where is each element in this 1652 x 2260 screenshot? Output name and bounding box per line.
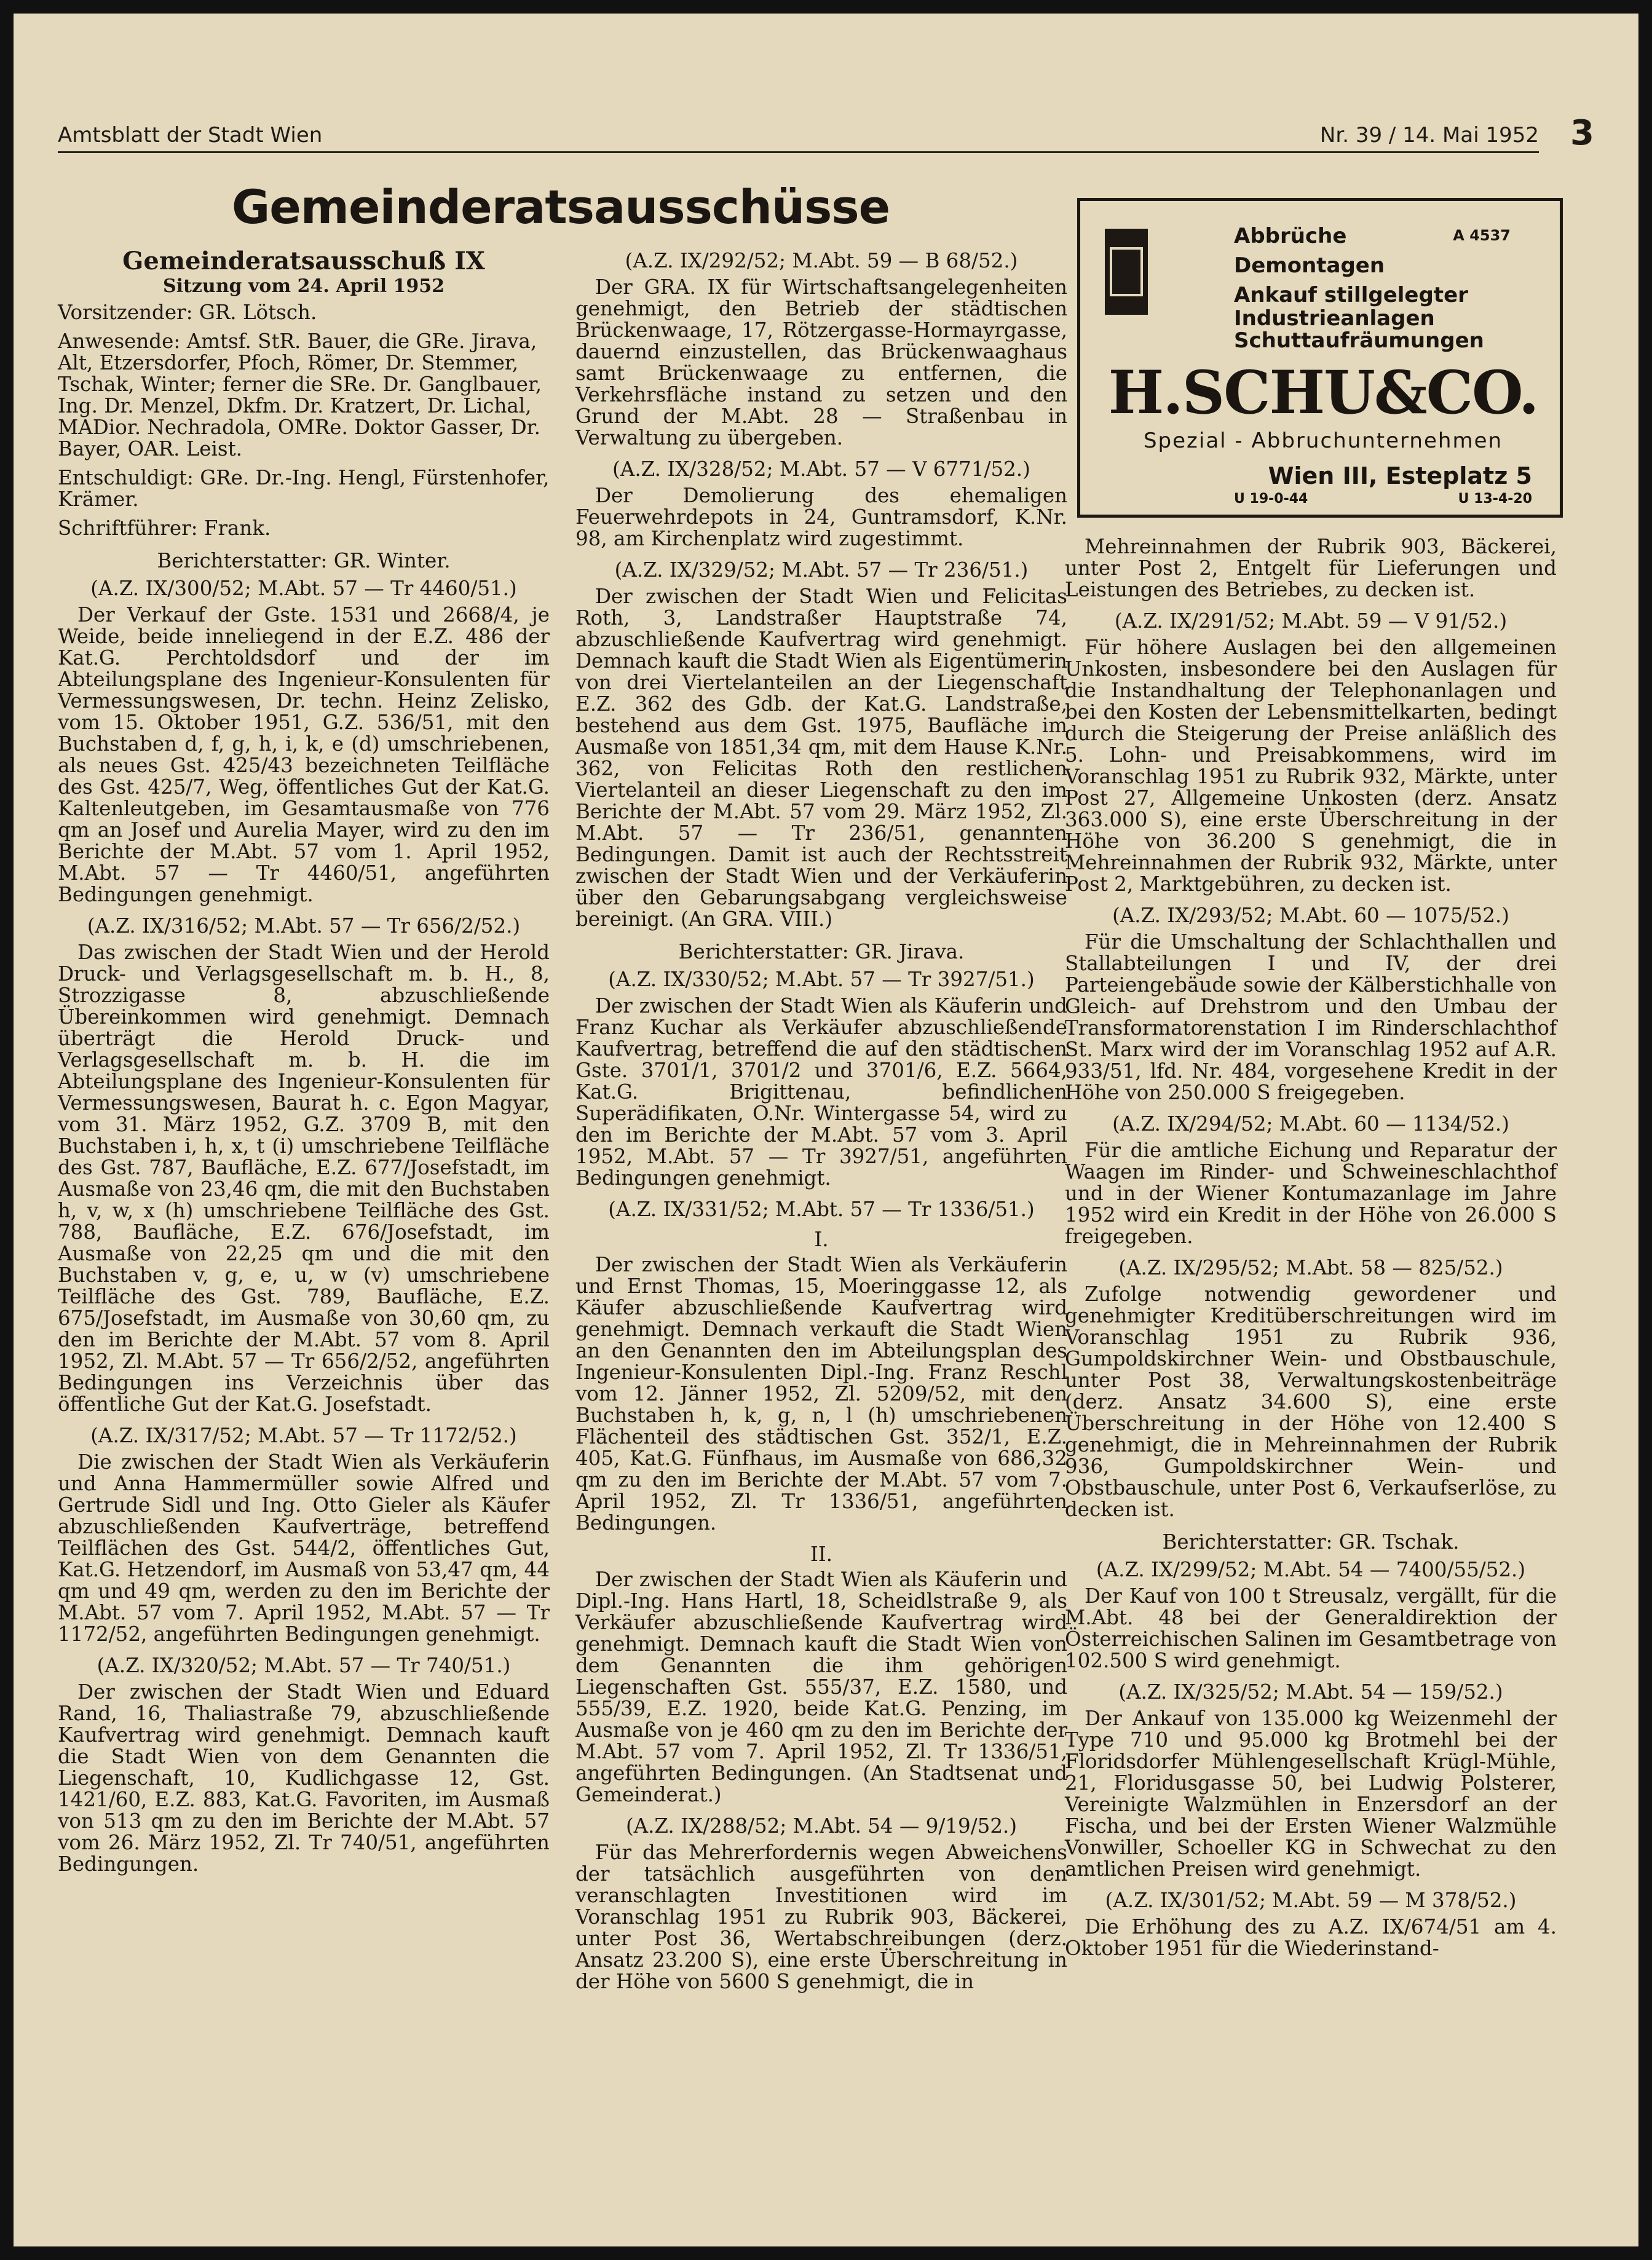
rapporteur: Berichterstatter: GR. Winter. <box>157 549 451 572</box>
company-name: H.SCHU&CO. <box>1108 358 1538 427</box>
paragraph: Der zwischen der Stadt Wien und Felicitas Roth, 3, Landstraßer Hauptstraße 74, abzuschließende Kaufvertrag wird genehmigt. Demnach kauft die Stadt Wien als Eigentümerin von drei Viertelanteilen an der Liegenschaft E.Z. 362 des Gdb. der Kat.G. Landstraße, bestehend aus dem Gst. 1975, Baufläche im Ausmaße von 1851,34 qm, mit dem Hause K.Nr. 362, von Felicitas Roth den restlichen Viertelanteil an dieser Liegenschaft zu den im Berichte der M.Abt. 57 vom 29. März 1952, Zl. M.Abt. 57 — Tr 236/51, genannten Bedingungen. Damit ist auch der Rechtsstreit zwischen der Stadt Wien und der Verkäuferin über den Gebarungsabgang vergleichsweise bereinigt. (An GRA. VIII.) <box>575 585 1067 931</box>
reference-number: (A.Z. IX/294/52; M.Abt. 60 — 1134/52.) <box>1112 1112 1509 1136</box>
reference-number: (A.Z. IX/317/52; M.Abt. 57 — Tr 1172/52.) <box>90 1424 517 1447</box>
excused: Entschuldigt: GRe. Dr.-Ing. Hengl, Fürstenhofer, Krämer. <box>58 466 550 511</box>
secretary: Schriftführer: Frank. <box>58 516 271 540</box>
committee-name: Gemeinderatsausschuß IX <box>122 247 485 275</box>
reference-number: (A.Z. IX/320/52; M.Abt. 57 — Tr 740/51.) <box>97 1654 511 1677</box>
page-number: 3 <box>1570 113 1594 153</box>
column-3 <box>1065 536 1557 1969</box>
reference-number: (A.Z. IX/325/52; M.Abt. 54 — 159/52.) <box>1118 1680 1503 1704</box>
company-address: Wien III, Esteplatz 5 <box>1268 462 1532 489</box>
rapporteur: Berichterstatter: GR. Tschak. <box>1162 1530 1460 1554</box>
section-number: II. <box>810 1543 832 1566</box>
paragraph: Der Demolierung des ehemaligen Feuerwehrdepots in 24, Guntramsdorf, K.Nr. 98, am Kirchenplatz wird zugestimmt. <box>575 484 1067 550</box>
company-subtitle: Spezial - Abbruchunternehmen <box>1143 429 1503 453</box>
column-2 <box>575 250 1067 2002</box>
running-header <box>58 112 1594 155</box>
paragraph: Für die Umschaltung der Schlachthallen und Stallabteilungen I und IV, der drei Parteiengebäude sowie der Kälberstichhalle von Gleich- auf Drehstrom und den Umbau der Transformatorenstation I im Rinderschlachthof St. Marx wird der im Voranschlag 1952 auf A.R. 933/51, lfd. Nr. 484, vorgesehene Kredit in der Höhe von 250.000 S freigegeben. <box>1065 930 1557 1104</box>
paragraph: Der Ankauf von 135.000 kg Weizenmehl der Type 710 und 95.000 kg Brotmehl bei der Floridsdorfer Mühlengesellschaft Krügl-Mühle, 21, Floridusgasse 50, bei Ludwig Polsterer, Vereinigte Walzmühlen in Enzersdorf an der Fischa, und bei der Ersten Wiener Walzmühle Vonwiller, Schoeller KG in Schwechat zu den amtlichen Preisen wird genehmigt. <box>1065 1707 1557 1881</box>
rapporteur: Berichterstatter: GR. Jirava. <box>678 940 965 963</box>
paragraph: Der zwischen der Stadt Wien als Käuferin und Dipl.-Ing. Hans Hartl, 18, Scheidlstraße 9, als Verkäufer abzuschließende Kaufvertrag wird genehmigt. Demnach kauft die Stadt Wien von dem Genannten die ihm gehörigen Liegenschaften Gst. 555/37, E.Z. 1580, und 555/39, E.Z. 1920, beide Kat.G. Penzing, im Ausmaße von je 460 qm zu den im Berichte der M.Abt. 57 vom 7. April 1952, Zl. Tr 1336/51, angeführten Bedingungen. (An Stadtsenat und Gemeinderat.) <box>575 1568 1067 1806</box>
reference-number: (A.Z. IX/300/52; M.Abt. 57 — Tr 4460/51.) <box>90 577 517 600</box>
paragraph: Der zwischen der Stadt Wien als Käuferin und Franz Kuchar als Verkäufer abzuschließende Kaufvertrag, betreffend die auf den städtischen Gste. 3701/1, 3701/2 und 3701/6, E.Z. 5664, Kat.G. Brigittenau, befindlichen Superädifikaten, O.Nr. Wintergasse 54, wird zu den im Berichte der M.Abt. 57 vom 3. April 1952, M.Abt. 57 — Tr 3927/51, angeführten Bedingungen genehmigt. <box>575 994 1067 1190</box>
service-item: Abbrüche <box>1234 224 1347 248</box>
reference-number: (A.Z. IX/330/52; M.Abt. 57 — Tr 3927/51.) <box>608 968 1035 991</box>
header-rule <box>58 151 1539 153</box>
paragraph: Das zwischen der Stadt Wien und der Herold Druck- und Verlagsgesellschaft m. b. H., 8, Strozzigasse 8, abzuschließende Übereinkommen wird genehmigt. Demnach überträgt die Herold Druck- und Verlagsgesellschaft m. b. H. die im Abteilungsplane des Ingenieur-Konsulenten für Vermessungswesen, Baurat h. c. Egon Magyar, vom 31. März 1952, G.Z. 3709 B, mit den Buchstaben i, h, x, t (i) umschriebene Teilfläche des Gst. 787, Baufläche, E.Z. 677/Josefstadt, im Ausmaße von 23,46 qm, die mit den Buchstaben h, v, w, x (h) umschriebene Teilfläche des Gst. 788, Baufläche, E.Z. 676/Josefstadt, im Ausmaße von 22,25 qm und die mit den Buchstaben v, g, e, u, w (v) umschriebene Teilfläche des Gst. 789, Baufläche, E.Z. 675/Josefstadt, im Ausmaße von 30,60 qm, zu den im Berichte der M.Abt. 57 vom 8. April 1952, Zl. M.Abt. 57 — Tr 656/2/52, angeführten Bedingungen ins Verzeichnis über das öffentliche Gut der Kat.G. Josefstadt. <box>58 941 550 1416</box>
paragraph: Für das Mehrerfordernis wegen Abweichens der tatsächlich ausgeführten von den veranschlagten Investitionen wird im Voranschlag 1951 zu Rubrik 903, Bäckerei, unter Post 36, Wertabschreibungen (derz. Ansatz 23.200 S), eine erste Überschreitung in der Höhe von 5600 S genehmigt, die in <box>575 1841 1067 1993</box>
service-item: Ankauf stillgelegter Industrieanlagen <box>1234 283 1468 331</box>
issue-date: Nr. 39 / 14. Mai 1952 <box>1319 123 1539 148</box>
reference-number: (A.Z. IX/292/52; M.Abt. 59 — B 68/52.) <box>625 249 1018 272</box>
phone-number: U 13-4-20 <box>1458 491 1532 507</box>
reference-number: (A.Z. IX/295/52; M.Abt. 58 — 825/52.) <box>1118 1256 1503 1279</box>
paragraph: Die zwischen der Stadt Wien als Verkäuferin und Anna Hammermüller sowie Alfred und Gertrude Sidl und Ing. Otto Gieler als Käufer abzuschließenden Kaufverträge, betreffend Teilflächen des Gst. 544/2, öffentliches Gut, Kat.G. Hetzendorf, im Ausmaß von 53,47 qm, 44 qm und 49 qm, werden zu den im Berichte der M.Abt. 57 vom 7. April 1952, M.Abt. 57 — Tr 1172/52, angeführten Bedingungen genehmigt. <box>58 1450 550 1646</box>
paragraph: Für die amtliche Eichung und Reparatur der Waagen im Rinder- und Schweineschlachthof und in der Wiener Kontumazanlage im Jahre 1952 wird ein Kredit in der Höhe von 26.000 S freigegeben. <box>1065 1139 1557 1248</box>
column-1 <box>58 247 550 1885</box>
paragraph: Der Verkauf der Gste. 1531 und 2668/4, je Weide, beide inneliegend in der E.Z. 486 der Kat.G. Perchtoldsdorf und der im Abteilungsplane des Ingenieur-Konsulenten für Vermessungswesen, Dr. techn. Heinz Zelisko, vom 15. Oktober 1951, G.Z. 536/51, mit den Buchstaben d, f, g, h, i, k, e (d) umschriebenen, als neues Gst. 425/43 bezeichneten Teilfläche des Gst. 425/7, Weg, öffentliches Gut der Kat.G. Kaltenleutgeben, im Gesamtausmaße von 776 qm an Josef und Aurelia Mayer, wird zu den im Berichte der M.Abt. 57 vom 1. April 1952, M.Abt. 57 — Tr 4460/51, angeführten Bedingungen genehmigt. <box>58 603 550 906</box>
paragraph: Mehreinnahmen der Rubrik 903, Bäckerei, unter Post 2, Entgelt für Lieferungen und Leistungen des Betriebes, zu decken ist. <box>1065 535 1557 601</box>
paragraph: Der Kauf von 100 t Streusalz, vergällt, für die M.Abt. 48 bei der Generaldirektion der Österreichischen Salinen im Gesamtbetrage von 102.500 S wird genehmigt. <box>1065 1584 1557 1672</box>
reference-number: (A.Z. IX/301/52; M.Abt. 59 — M 378/52.) <box>1105 1889 1517 1912</box>
paragraph: Die Erhöhung des zu A.Z. IX/674/51 am 4. Oktober 1951 für die Wiederinstand- <box>1065 1915 1557 1960</box>
service-item: Schuttaufräumungen <box>1234 328 1484 353</box>
logo-frame-icon <box>1110 247 1143 296</box>
paragraph: Zufolge notwendig gewordener und genehmigter Kreditüberschreitungen wird im Voranschlag 1951 zu Rubrik 936, Gumpoldskirchner Wein- und Obstbauschule, unter Post 38, Verwaltungskostenbeiträge (derz. Ansatz 34.600 S), eine erste Überschreitung in der Höhe von 12.400 S genehmigt, die in Mehreinnahmen der Rubrik 936, Gumpoldskirchner Wein- und Obstbauschule, unter Post 6, Verkaufserlöse, zu decken ist. <box>1065 1282 1557 1521</box>
publication-name: Amtsblatt der Stadt Wien <box>58 123 323 148</box>
session-date: Sitzung vom 24. April 1952 <box>162 275 445 297</box>
paragraph: Der zwischen der Stadt Wien und Eduard Rand, 16, Thaliastraße 79, abzuschließende Kaufvertrag wird genehmigt. Demnach kauft die Stadt Wien von dem Genannten die Liegenschaft, 10, Kudlichgasse 12, Gst. 1421/60, E.Z. 883, Kat.G. Favoriten, im Ausmaß von 513 qm zu den im Berichte der M.Abt. 57 vom 26. März 1952, Zl. Tr 740/51, angeführten Bedingungen. <box>58 1680 550 1876</box>
reference-number: (A.Z. IX/299/52; M.Abt. 54 — 7400/55/52.) <box>1096 1558 1526 1581</box>
reference-number: (A.Z. IX/331/52; M.Abt. 57 — Tr 1336/51.) <box>608 1198 1035 1221</box>
attendees: Anwesende: Amtsf. StR. Bauer, die GRe. Jirava, Alt, Etzersdorfer, Pfoch, Römer, Dr. Stemmer, Tschak, Winter; ferner die SRe. Dr. Ganglbauer, Ing. Dr. Menzel, Dkfm. Dr. Kratzert, Dr. Lichal, MADior. Nechradola, OMRe. Doktor Gasser, Dr. Bayer, OAR. Leist. <box>58 330 542 460</box>
advertisement <box>1077 198 1563 518</box>
reference-number: (A.Z. IX/288/52; M.Abt. 54 — 9/19/52.) <box>625 1814 1018 1838</box>
reference-number: (A.Z. IX/329/52; M.Abt. 57 — Tr 236/51.) <box>614 558 1029 582</box>
reference-number: (A.Z. IX/293/52; M.Abt. 60 — 1075/52.) <box>1112 904 1509 927</box>
reference-number: (A.Z. IX/316/52; M.Abt. 57 — Tr 656/2/52.) <box>87 914 521 938</box>
section-number: I. <box>814 1228 829 1251</box>
company-logo <box>1105 229 1148 315</box>
page-title: Gemeinderatsausschüsse <box>231 180 890 234</box>
reference-number: (A.Z. IX/291/52; M.Abt. 59 — V 91/52.) <box>1114 609 1508 633</box>
reference-number: (A.Z. IX/328/52; M.Abt. 57 — V 6771/52.) <box>612 457 1030 481</box>
ad-code: A 4537 <box>1453 227 1511 244</box>
phone-number: U 19-0-44 <box>1234 491 1308 507</box>
chair: Vorsitzender: GR. Lötsch. <box>58 301 317 324</box>
paragraph: Der GRA. IX für Wirtschaftsangelegenheiten genehmigt, den Betrieb der städtischen Brückenwaage, 17, Rötzergasse-Hormayrgasse, dauernd einzustellen, das Brückenwaaghaus samt Brückenwaage zu entfernen, die Verkehrsfläche instand zu setzen und den Grund der M.Abt. 28 — Straßenbau in Verwaltung zu übergeben. <box>575 275 1067 449</box>
newspaper-page <box>14 14 1638 2246</box>
paragraph: Für höhere Auslagen bei den allgemeinen Unkosten, insbesondere bei den Auslagen für die Instandhaltung der Telephonanlagen und bei den Kosten der Lebensmittelkarten, bedingt durch die Steigerung der Preise anläßlich des 5. Lohn- und Preisabkommens, wird im Voranschlag 1951 zu Rubrik 932, Märkte, unter Post 27, Allgemeine Unkosten (derz. Ansatz 363.000 S), eine erste Überschreitung in der Höhe von 36.200 S genehmigt, die in Mehreinnahmen der Rubrik 932, Märkte, unter Post 2, Marktgebühren, zu decken ist. <box>1065 636 1557 896</box>
service-item: Demontagen <box>1234 253 1385 278</box>
paragraph: Der zwischen der Stadt Wien als Verkäuferin und Ernst Thomas, 15, Moeringgasse 12, als Käufer abzuschließende Kaufvertrag wird genehmigt. Demnach verkauft die Stadt Wien an den Genannten den im Abteilungsplan des Ingenieur-Konsulenten Dipl.-Ing. Franz Reschl vom 12. Jänner 1952, Zl. 5209/52, mit den Buchstaben h, k, g, n, l (h) umschriebenen Flächenteil des städtischen Gst. 352/1, E.Z. 405, Kat.G. Fünfhaus, im Ausmaße von 686,32 qm zu den im Berichte der M.Abt. 57 vom 7. April 1952, Zl. Tr 1336/51, angeführten Bedingungen. <box>575 1253 1067 1535</box>
